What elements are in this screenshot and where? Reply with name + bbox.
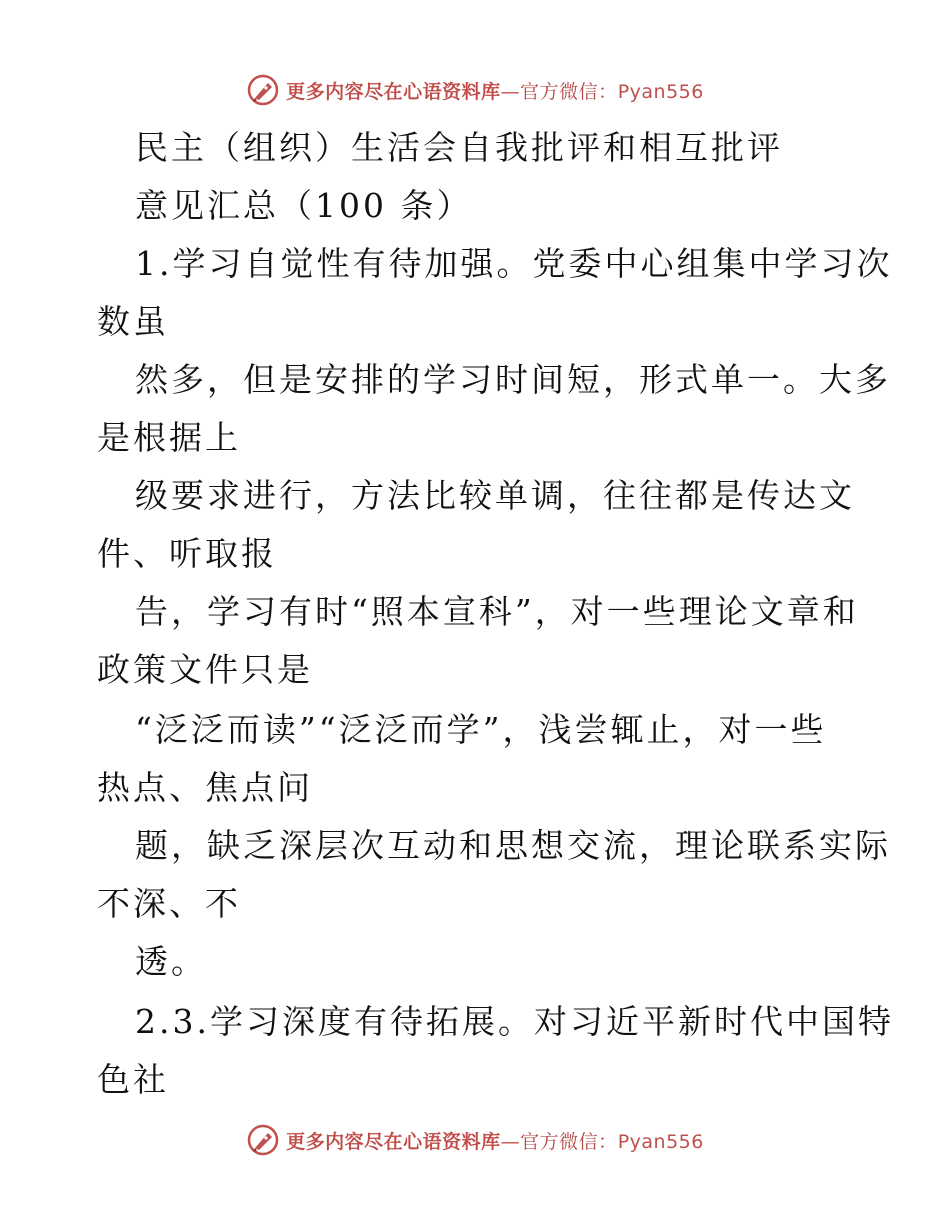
doc-line: “泛泛而读”“泛泛而学”，浅尝辄止，对一些 (135, 710, 827, 749)
doc-line: 不深、不 (97, 884, 241, 923)
doc-title-line-1: 民主（组织）生活会自我批评和相互批评 (135, 128, 783, 167)
doc-line: 2.3.学习深度有待拓展。对习近平新时代中国特 (135, 1002, 894, 1041)
pen-nib-icon (246, 1123, 280, 1157)
doc-line: 告，学习有时“照本宣科”，对一些理论文章和 (135, 592, 859, 631)
header-dash: — (500, 80, 521, 103)
doc-line: 是根据上 (97, 418, 241, 457)
doc-line: 题，缺乏深层次互动和思想交流，理论联系实际 (135, 826, 891, 865)
doc-line: 色社 (97, 1060, 169, 1099)
doc-title-line-2: 意见汇总（100 条） (135, 186, 473, 225)
footer-banner (0, 1120, 950, 1160)
doc-line: 1.学习自觉性有待加强。党委中心组集中学习次 (135, 244, 893, 283)
doc-line: 然多，但是安排的学习时间短，形式单一。大多 (135, 360, 891, 399)
footer-text (286, 1127, 704, 1154)
doc-line: 热点、焦点问 (97, 768, 313, 807)
footer-wechat-label: 官方微信： (520, 1130, 618, 1153)
header-site-name: 更多内容尽在心语资料库 (286, 80, 501, 103)
footer-wechat-id: Pyan556 (617, 1130, 704, 1153)
doc-line: 透。 (135, 942, 207, 981)
header-wechat-label: 官方微信： (520, 80, 618, 103)
doc-line: 政策文件只是 (97, 650, 313, 689)
footer-site-name: 更多内容尽在心语资料库 (286, 1130, 501, 1153)
doc-line: 级要求进行，方法比较单调，往往都是传达文 (135, 476, 855, 515)
doc-line: 件、听取报 (97, 534, 277, 573)
header-wechat-id: Pyan556 (617, 80, 704, 103)
footer-dash: — (500, 1130, 521, 1153)
doc-line: 数虽 (97, 302, 169, 341)
